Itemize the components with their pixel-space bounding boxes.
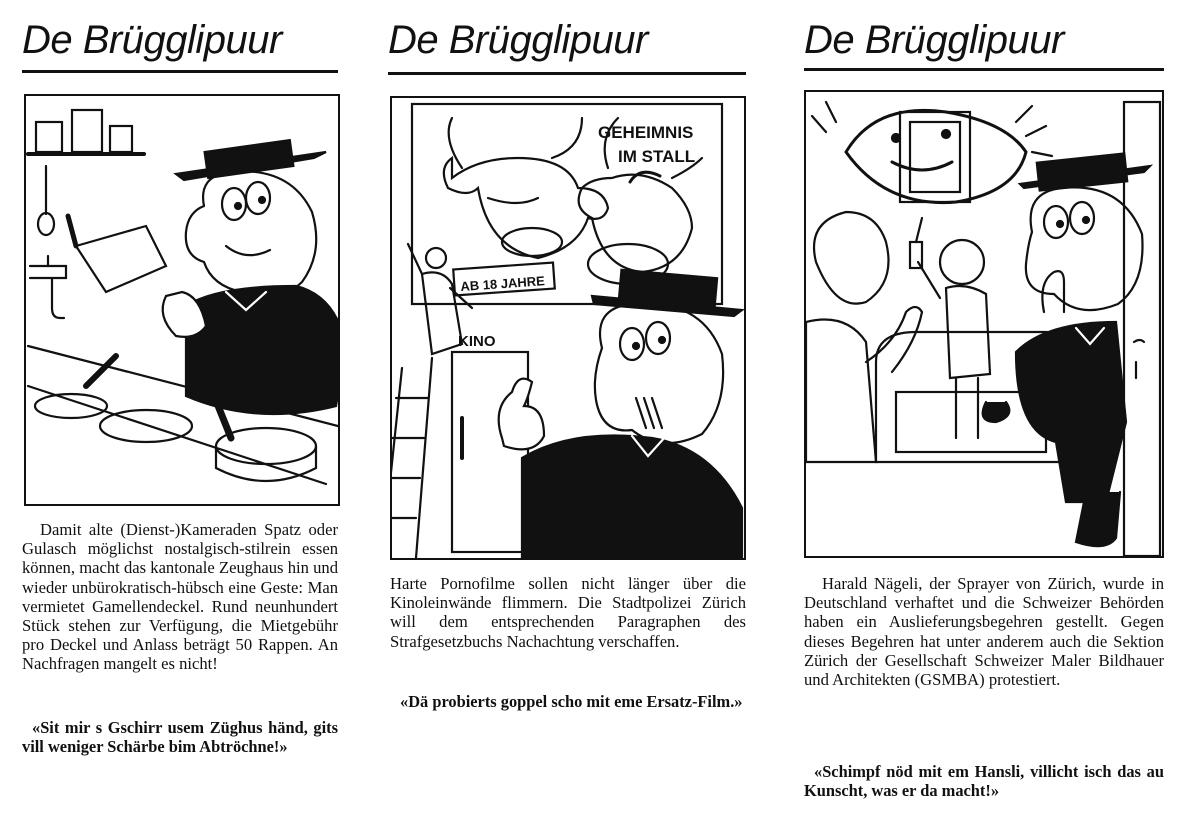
cartoon-caption: «Sit mir s Gschirr usem Züghus händ, gits vill weniger Schärbe bim Abtröchne!» [22,718,338,756]
column-title: De Brügglipuur [388,18,648,62]
cartoon-drawing [26,96,338,504]
title-rule [388,72,746,75]
cartoon-panel-sprayer [804,90,1164,558]
title-rule [804,68,1164,71]
cartoon-caption: «Dä probierts goppel scho mit eme Ersatz-Film.» [400,692,743,711]
article-text: Damit alte (Dienst-)Kameraden Spatz oder Gulasch möglichst nostalgisch-stilrein essen können, macht das kantonale Zeughaus hin und wieder unbürokratisch-hübsch eine Geste: Man vermietet Gamellendeckel. Rund neunhundert Stück stehen zur Verfügung, die Mietgebühr pro Deckel und Anlass beträgt 50 Rappen. An Nachfragen mangelt es nicht! [22,520,338,674]
cartoon-panel-kitchen [24,94,340,506]
kino-sign: KINO [458,333,496,350]
article-text: Harte Pornofilme sollen nicht länger über die Kinoleinwände flimmern. Die Stadtpolizei Zürich will dem entsprechenden Paragraphen des Strafgesetzbuchs Nachachtung verschaffen. [390,574,746,651]
column-title: De Brügglipuur [804,18,1064,62]
poster-title: GEHEIMNIS [598,123,694,142]
cartoon-panel-kino [390,96,746,560]
column-title: De Brügglipuur [22,18,282,62]
title-rule [22,70,338,73]
cartoon-drawing [392,98,744,558]
cartoon-caption: «Schimpf nöd mit em Hansli, villicht isch das au Kunscht, was er da macht!» [804,762,1164,800]
cartoon-drawing [806,92,1162,556]
article-text: Harald Nägeli, der Sprayer von Zürich, wurde in Deutschland verhaftet und die Schweizer Behörden haben ein Auslieferungsbegehren gestellt. Gegen dieses Begehren hat unter anderem auch die Sektion Zürich der Gesellschaft Schweizer Maler Bildhauer und Architekten (GSMBA) protestiert. [804,574,1164,690]
poster-subtitle: IM STALL [618,147,696,166]
age-sign: AB 18 JAHRE [459,273,546,295]
